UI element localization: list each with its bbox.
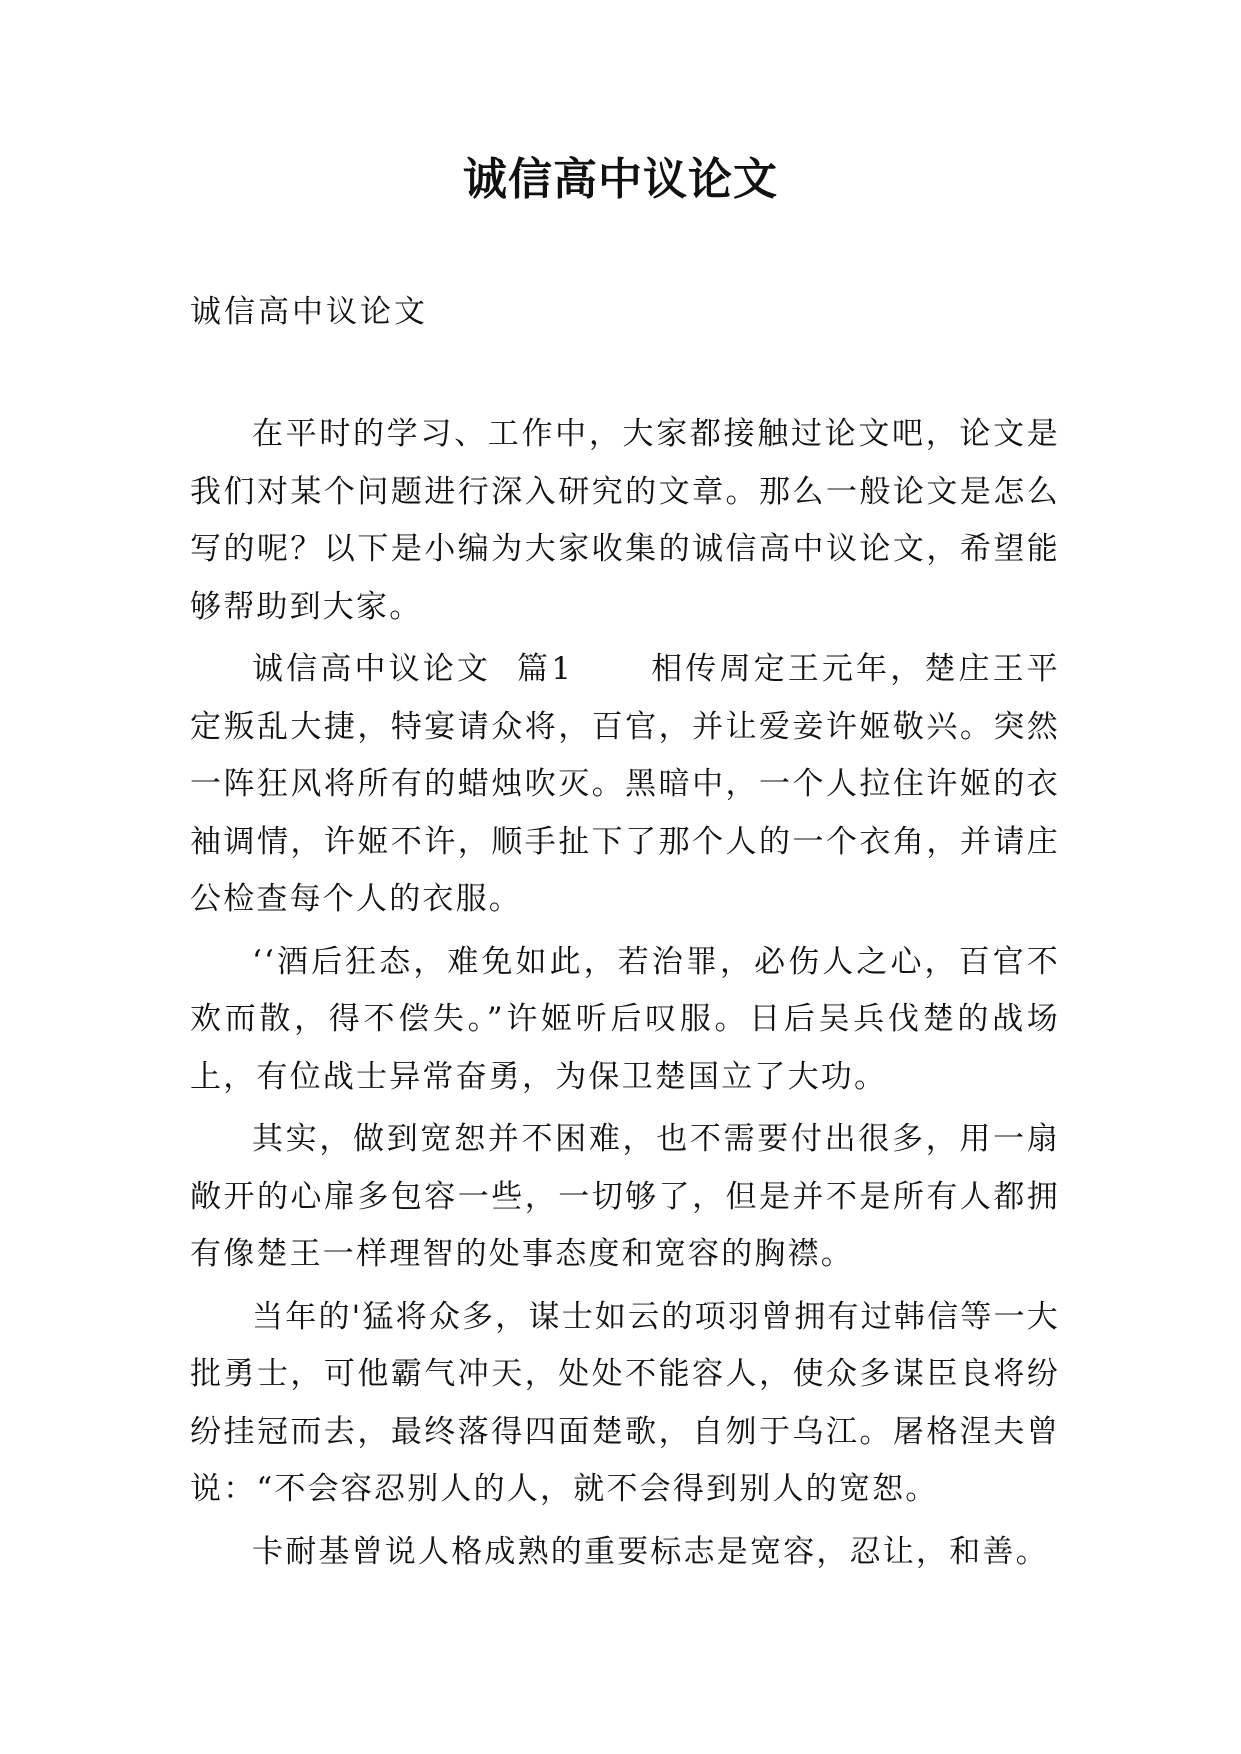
document-title: 诚信高中议论文 (463, 154, 778, 205)
paragraph-section-1: 诚信高中议论文 篇1 相传周定王元年，楚庄王平定叛乱大捷，特宴请众将，百官，并让爱妾许姬敬兴。突然一阵狂风将所有的蜡烛吹灭。黑暗中，一个人拉住许姬的衣袖调情，许姬不许，顺手扯下了那个人的一个衣角，并请庄公检查每个人的衣服。 (190, 651, 1060, 917)
document-body (190, 406, 1060, 1586)
paragraph-quote: ‘‘酒后狂态，难免如此，若治罪，必伤人之心，百官不欢而散，得不偿失。”许姬听后叹服。日后吴兵伐楚的战场上，有位战士异常奋勇，为保卫楚国立了大功。 (190, 943, 1060, 1095)
paragraph-carnegie: 卡耐基曾说人格成熟的重要标志是宽容，忍让，和善。 (252, 1533, 1049, 1570)
document-subtitle: 诚信高中议论文 (190, 294, 428, 330)
paragraph-intro: 在平时的学习、工作中，大家都接触过论文吧，论文是我们对某个问题进行深入研究的文章。那么一般论文是怎么写的呢？以下是小编为大家收集的诚信高中议论文，希望能够帮助到大家。 (190, 416, 1060, 625)
paragraph-forgiveness: 其实，做到宽恕并不困难，也不需要付出很多，用一扇敞开的心扉多包容一些，一切够了，但是并不是所有人都拥有像楚王一样理智的处事态度和宽容的胸襟。 (190, 1121, 1060, 1272)
paragraph-xiangyu: 当年的'猛将众多，谋士如云的项羽曾拥有过韩信等一大批勇士，可他霸气冲天，处处不能容人，使众多谋臣良将纷纷挂冠而去，最终落得四面楚歌，自刎于乌江。屠格涅夫曾说：“不会容忍别人的人，就不会得到别人的宽恕。 (190, 1298, 1060, 1507)
